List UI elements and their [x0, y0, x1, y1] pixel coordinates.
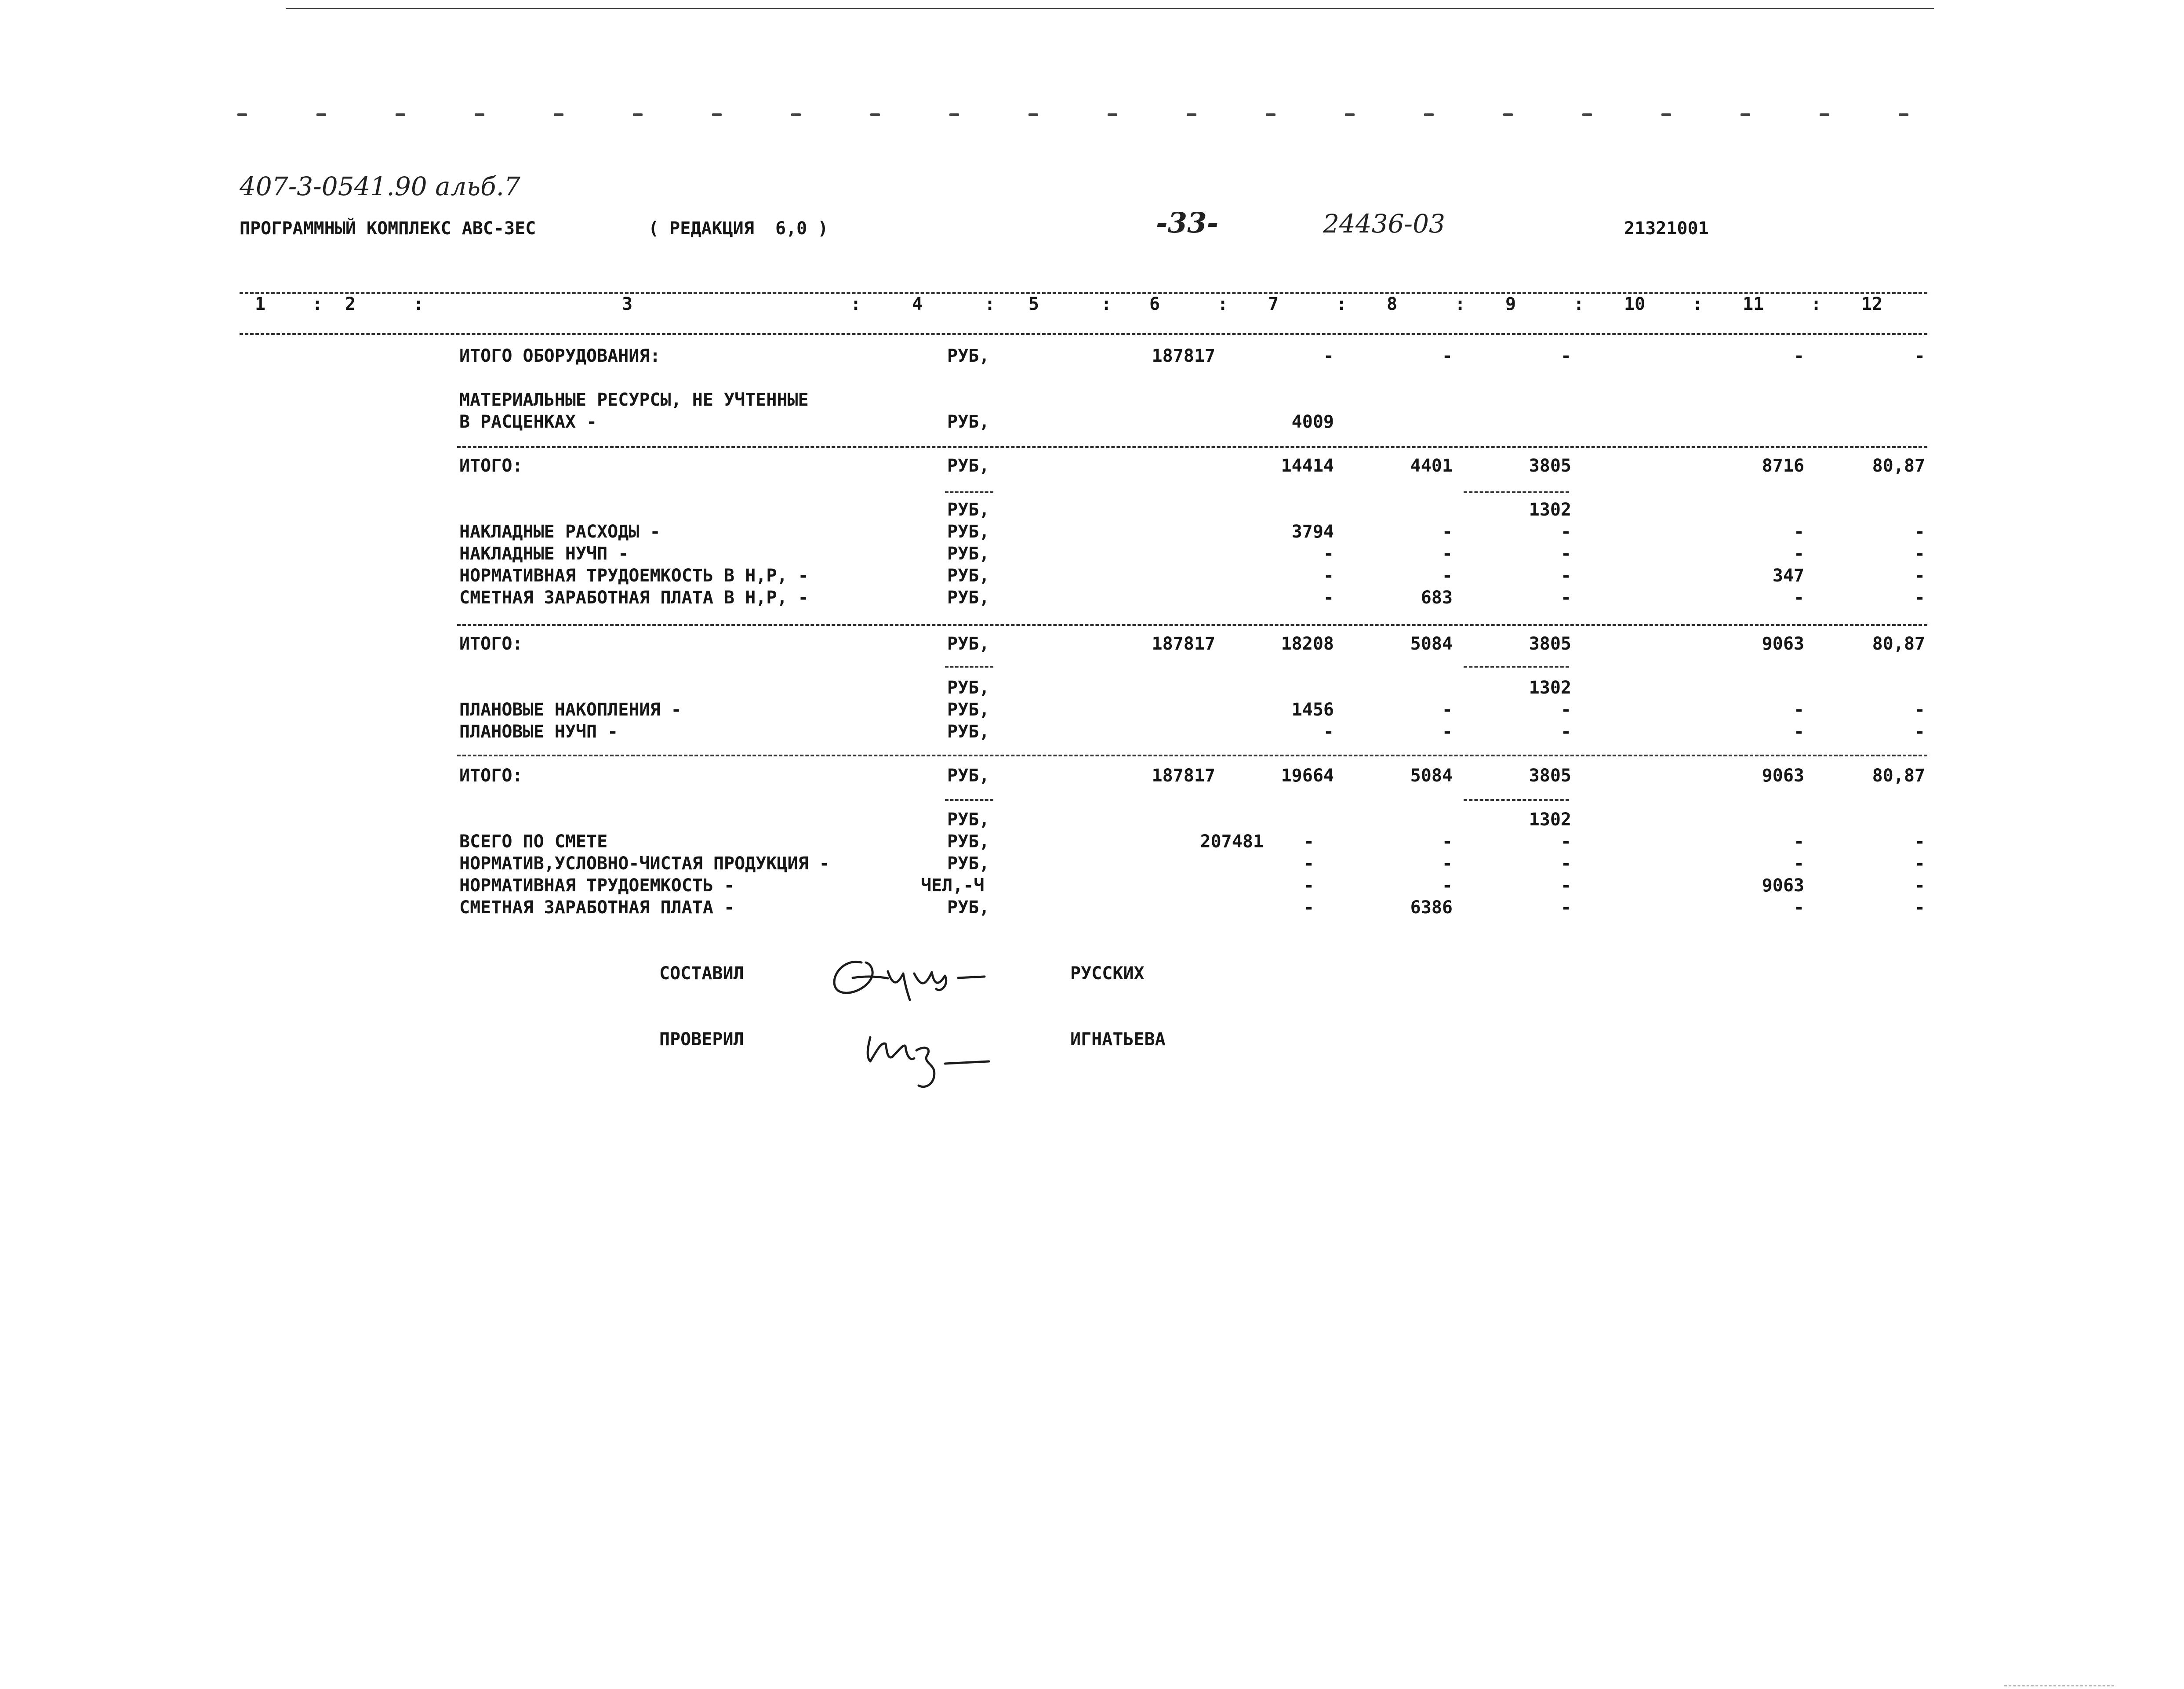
section-rule	[457, 446, 1927, 448]
cell-col12: -	[1914, 588, 1925, 608]
row-label: ИТОГО:	[459, 456, 523, 476]
row-label: ИТОГО ОБОРУДОВАНИЯ:	[459, 346, 661, 366]
row-label: СМЕТНАЯ ЗАРАБОТНАЯ ПЛАТА -	[459, 897, 735, 918]
cell-col11: -	[1793, 854, 1804, 874]
page-number: -33-	[1156, 207, 1219, 240]
cell-col6: 187817	[1152, 766, 1215, 786]
cell-col8: -	[1442, 700, 1453, 720]
cell-col6: 187817	[1152, 634, 1215, 654]
row-label: НОРМАТИВ,УСЛОВНО-ЧИСТАЯ ПРОДУКЦИЯ -	[459, 854, 830, 874]
cell-col9: -	[1560, 722, 1571, 742]
col-head: 10	[1624, 294, 1646, 314]
cell-col8: -	[1442, 566, 1453, 586]
row-label: ПЛАНОВЫЕ НАКОПЛЕНИЯ -	[459, 700, 682, 720]
row-unit: РУБ,	[947, 678, 990, 698]
cell-col7: 14414	[1281, 456, 1334, 476]
cell-col8: 683	[1421, 588, 1453, 608]
cell-col12: -	[1914, 544, 1925, 564]
cell-col8: 4401	[1410, 456, 1453, 476]
col-head: 7	[1268, 294, 1279, 314]
cell-col11: -	[1793, 544, 1804, 564]
cell-col8: -	[1442, 522, 1453, 542]
row-label: НАКЛАДНЫЕ РАСХОДЫ -	[459, 522, 661, 542]
cell-col12: 80,87	[1872, 766, 1925, 786]
cell-col12: -	[1914, 522, 1925, 542]
cell-col7: -	[1303, 875, 1314, 896]
cell-col8: -	[1442, 544, 1453, 564]
col-head: 9	[1505, 294, 1516, 314]
cell-col12: -	[1914, 897, 1925, 918]
cell-col11: 9063	[1762, 766, 1804, 786]
cell-col12: -	[1914, 566, 1925, 586]
row-unit: РУБ,	[947, 346, 990, 366]
cell-col9: -	[1560, 566, 1571, 586]
row-unit: РУБ,	[947, 832, 990, 852]
cell-col8: -	[1442, 722, 1453, 742]
col-head: 8	[1387, 294, 1398, 314]
cell-col12: 80,87	[1872, 456, 1925, 476]
cell-col11: 9063	[1762, 875, 1804, 896]
cell-col12: -	[1914, 700, 1925, 720]
section-rule	[457, 624, 1927, 626]
row-label: ВСЕГО ПО СМЕТЕ	[459, 832, 608, 852]
header-rule-top	[240, 292, 1927, 294]
cell-col12: -	[1914, 875, 1925, 896]
checked-label: ПРОВЕРИЛ	[659, 1029, 744, 1050]
row-unit: РУБ,	[947, 588, 990, 608]
handwritten-note: 407-3-0541.90 альб.7	[240, 171, 520, 201]
cell-col9: -	[1560, 875, 1571, 896]
cell-col9: -	[1560, 544, 1571, 564]
cell-col9: -	[1560, 700, 1571, 720]
program-edition: ( РЕДАКЦИЯ 6,0 )	[648, 218, 829, 239]
row-label: ИТОГО:	[459, 766, 523, 786]
row-unit: РУБ,	[947, 810, 990, 830]
cell-col7: 1456	[1291, 700, 1334, 720]
bottom-scan-mark	[2004, 1685, 2114, 1686]
cell-col7: -	[1303, 854, 1314, 874]
row-unit: РУБ,	[947, 634, 990, 654]
cell-col11: 347	[1772, 566, 1804, 586]
row-label: В РАСЦЕНКАХ -	[459, 412, 597, 432]
row-label: НОРМАТИВНАЯ ТРУДОЕМКОСТЬ В Н,Р, -	[459, 566, 809, 586]
cell-col11: -	[1793, 897, 1804, 918]
row-label: ПЛАНОВЫЕ НУЧП -	[459, 722, 618, 742]
cell-col7: 18208	[1281, 634, 1334, 654]
cell-col7: 19664	[1281, 766, 1334, 786]
cell-col8: -	[1442, 854, 1453, 874]
cell-col9: -	[1560, 854, 1571, 874]
row-label: НОРМАТИВНАЯ ТРУДОЕМКОСТЬ -	[459, 875, 735, 896]
cell-col6: 187817	[1152, 346, 1215, 366]
col-head: 5	[1028, 294, 1039, 314]
underline-mark	[1464, 799, 1569, 801]
cell-col9: -	[1560, 897, 1571, 918]
row-unit: РУБ,	[947, 500, 990, 520]
cell-col7: -	[1323, 722, 1334, 742]
cell-col7: -	[1303, 897, 1314, 918]
document-code: 24436-03	[1323, 209, 1445, 239]
compiled-label: СОСТАВИЛ	[659, 963, 744, 984]
cell-col11: -	[1793, 722, 1804, 742]
row-unit: РУБ,	[947, 456, 990, 476]
cell-col11: -	[1793, 832, 1804, 852]
cell-col7: -	[1323, 566, 1334, 586]
program-name: ПРОГРАММНЫЙ КОМПЛЕКС АВС-ЗЕС	[240, 218, 536, 239]
underline-mark	[945, 799, 993, 801]
cell-col7: -	[1323, 346, 1334, 366]
cell-col11: -	[1793, 700, 1804, 720]
cell-col8: -	[1442, 875, 1453, 896]
cell-col9: 1302	[1529, 810, 1571, 830]
cell-col9: -	[1560, 832, 1571, 852]
row-unit: РУБ,	[947, 412, 990, 432]
underline-mark	[945, 491, 993, 493]
underline-mark	[1464, 491, 1569, 493]
cell-col11: 8716	[1762, 456, 1804, 476]
compiled-signature	[826, 945, 1002, 1011]
header-rule-bottom	[240, 333, 1927, 335]
col-head: 12	[1861, 294, 1883, 314]
col-head: 2	[345, 294, 356, 314]
row-unit: РУБ,	[947, 897, 990, 918]
row-label: ИТОГО:	[459, 634, 523, 654]
cell-col6: 207481	[1200, 832, 1264, 852]
underline-mark	[1464, 666, 1569, 668]
cell-col9: -	[1560, 346, 1571, 366]
cell-col8: 5084	[1410, 634, 1453, 654]
row-unit: РУБ,	[947, 854, 990, 874]
cell-col8: -	[1442, 832, 1453, 852]
cell-col7: -	[1323, 588, 1334, 608]
row-unit: РУБ,	[947, 722, 990, 742]
cell-col9: 3805	[1529, 456, 1571, 476]
checked-signature	[861, 1020, 1011, 1099]
row-unit: ЧЕЛ,-Ч	[921, 875, 985, 896]
row-label: НАКЛАДНЫЕ НУЧП -	[459, 544, 629, 564]
cell-col12: -	[1914, 722, 1925, 742]
cell-col8: 5084	[1410, 766, 1453, 786]
cell-col11: -	[1793, 588, 1804, 608]
cell-col12: -	[1914, 854, 1925, 874]
col-head: 6	[1149, 294, 1160, 314]
row-label: МАТЕРИАЛЬНЫЕ РЕСУРСЫ, НЕ УЧТЕННЫЕ	[459, 390, 809, 410]
underline-mark	[945, 666, 993, 668]
compiled-name: РУССКИХ	[1070, 963, 1145, 984]
cell-col7: -	[1323, 544, 1334, 564]
row-label: СМЕТНАЯ ЗАРАБОТНАЯ ПЛАТА В Н,Р, -	[459, 588, 809, 608]
col-head: 3	[622, 294, 633, 314]
cell-col9: -	[1560, 588, 1571, 608]
col-head: 11	[1743, 294, 1764, 314]
cell-col12: -	[1914, 832, 1925, 852]
cell-col9: -	[1560, 522, 1571, 542]
cell-col9: 3805	[1529, 766, 1571, 786]
cell-col12: 80,87	[1872, 634, 1925, 654]
cell-col7: -	[1303, 832, 1314, 852]
top-rule	[286, 8, 1934, 9]
row-unit: РУБ,	[947, 566, 990, 586]
cell-col7: 4009	[1291, 412, 1334, 432]
estimate-number: 21321001	[1624, 218, 1709, 239]
cell-col7: 3794	[1291, 522, 1334, 542]
cell-col12: -	[1914, 346, 1925, 366]
cell-col11: 9063	[1762, 634, 1804, 654]
col-head: 4	[912, 294, 923, 314]
cell-col9: 1302	[1529, 500, 1571, 520]
row-unit: РУБ,	[947, 544, 990, 564]
row-unit: РУБ,	[947, 522, 990, 542]
row-unit: РУБ,	[947, 766, 990, 786]
col-head: 1	[255, 294, 266, 314]
cell-col8: -	[1442, 346, 1453, 366]
cell-col8: 6386	[1410, 897, 1453, 918]
cell-col11: -	[1793, 522, 1804, 542]
section-rule	[457, 755, 1927, 756]
cell-col9: 3805	[1529, 634, 1571, 654]
checked-name: ИГНАТЬЕВА	[1070, 1029, 1166, 1050]
cell-col9: 1302	[1529, 678, 1571, 698]
row-unit: РУБ,	[947, 700, 990, 720]
cell-col11: -	[1793, 346, 1804, 366]
